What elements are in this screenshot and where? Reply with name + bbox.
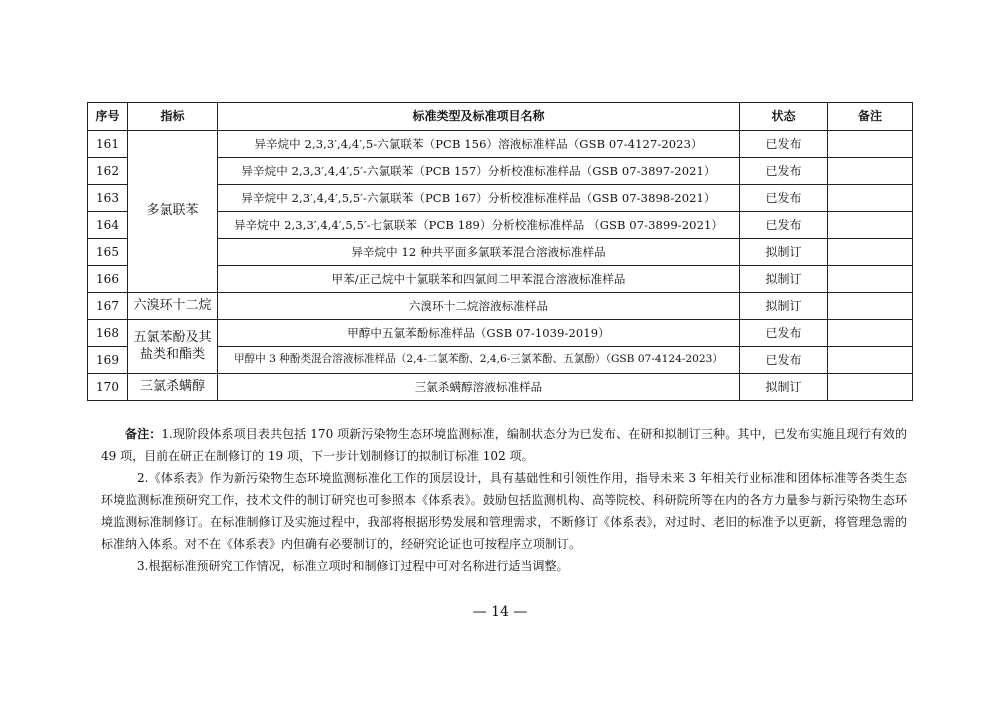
row-remark (828, 347, 913, 374)
row-remark (828, 158, 913, 185)
table-row (88, 131, 913, 158)
row-seq: 165 (88, 239, 128, 266)
table-row (88, 374, 913, 401)
note-3: 3.根据标准预研究工作情况，标准立项时和制修订过程中可对名称进行适当调整。 (137, 559, 569, 573)
row-remark (828, 374, 913, 401)
row-remark (828, 266, 913, 293)
row-remark (828, 185, 913, 212)
row-status: 拟制订 (740, 266, 828, 293)
row-seq: 161 (88, 131, 128, 158)
row-status: 已发布 (740, 320, 828, 347)
row-name: 异辛烷中 2,3′,4,4′,5,5′-六氯联苯（PCB 167）分析校准标准样品（GSB 07-3898-2021） (218, 185, 740, 212)
indicator-cell: 三氯杀螨醇 (128, 374, 218, 401)
indicator-cell: 六溴环十二烷 (128, 293, 218, 320)
row-remark (828, 131, 913, 158)
row-seq: 163 (88, 185, 128, 212)
row-name: 甲醇中五氯苯酚标准样品（GSB 07-1039-2019） (218, 320, 740, 347)
row-name: 异辛烷中 2,3,3′,4,4′,5,5′-七氯联苯（PCB 189）分析校准标准样品 （GSB 07-3899-2021） (218, 212, 740, 239)
indicator-cell: 多氯联苯 (128, 131, 218, 293)
header-name: 标准类型及标准项目名称 (218, 103, 740, 131)
row-seq: 167 (88, 293, 128, 320)
row-name: 甲醇中 3 种酚类混合溶液标准样品（2,4-二氯苯酚、2,4,6-三氯苯酚、五氯酚）（GSB 07-4124-2023） (218, 347, 740, 374)
row-name: 异辛烷中 12 种共平面多氯联苯混合溶液标准样品 (218, 239, 740, 266)
row-status: 已发布 (740, 212, 828, 239)
note-1-text: 1.现阶段体系项目表共包括 170 项新污染物生态环境监测标准，编制状态分为已发布、在研和拟制订三种。其中，已发布实施且现行有效的 49 项，目前在研正在制修订的 19 项，下一步计划制修订的拟制订标准 102 项。 (101, 427, 907, 463)
row-status: 拟制订 (740, 374, 828, 401)
row-name: 甲苯/正己烷中十氯联苯和四氯间二甲苯混合溶液标准样品 (218, 266, 740, 293)
row-seq: 164 (88, 212, 128, 239)
row-seq: 162 (88, 158, 128, 185)
table-row (88, 293, 913, 320)
row-status: 已发布 (740, 158, 828, 185)
header-status: 状态 (740, 103, 828, 131)
table-header-row (88, 103, 913, 131)
notes-section (101, 423, 907, 577)
row-status: 已发布 (740, 131, 828, 158)
row-remark (828, 239, 913, 266)
row-seq: 170 (88, 374, 128, 401)
row-remark (828, 320, 913, 347)
row-seq: 168 (88, 320, 128, 347)
header-seq: 序号 (88, 103, 128, 131)
indicator-cell: 五氯苯酚及其盐类和酯类 (128, 320, 218, 374)
row-seq: 169 (88, 347, 128, 374)
row-status: 已发布 (740, 347, 828, 374)
standards-table (87, 102, 913, 401)
row-name: 六溴环十二烷溶液标准样品 (218, 293, 740, 320)
header-indicator: 指标 (128, 103, 218, 131)
row-name: 异辛烷中 2,3,3′,4,4′,5-六氯联苯（PCB 156）溶液标准样品（GSB 07-4127-2023） (218, 131, 740, 158)
row-remark (828, 293, 913, 320)
row-status: 拟制订 (740, 239, 828, 266)
row-seq: 166 (88, 266, 128, 293)
row-status: 已发布 (740, 185, 828, 212)
header-remark: 备注 (828, 103, 913, 131)
note-1 (101, 423, 907, 467)
note-2: 2.《体系表》作为新污染物生态环境监测标准化工作的顶层设计，具有基础性和引领性作用，指导未来 3 年相关行业标准和团体标准等各类生态环境监测标准预研究工作，技术文件的制订研究也可参照本《体系表》。鼓励包括监测机构、高等院校、科研院所等在内的各方力量参与新污染物生态环境监测标准制修订。在标准制修订及实施过程中，我部将根据形势发展和管理需求，不断修订《体系表》，对过时、老旧的标准予以更新，将管理急需的标准纳入体系。对不在《体系表》内但确有必要制订的，经研究论证也可按程序立项制订。 (101, 471, 907, 551)
page-number: — 14 — (472, 604, 528, 620)
row-status: 拟制订 (740, 293, 828, 320)
table-row (88, 320, 913, 347)
row-name: 三氯杀螨醇溶液标准样品 (218, 374, 740, 401)
row-remark (828, 212, 913, 239)
row-name: 异辛烷中 2,3,3′,4,4′,5′-六氯联苯（PCB 157）分析校准标准样品（GSB 07-3897-2021） (218, 158, 740, 185)
notes-label: 备注： (125, 427, 162, 441)
